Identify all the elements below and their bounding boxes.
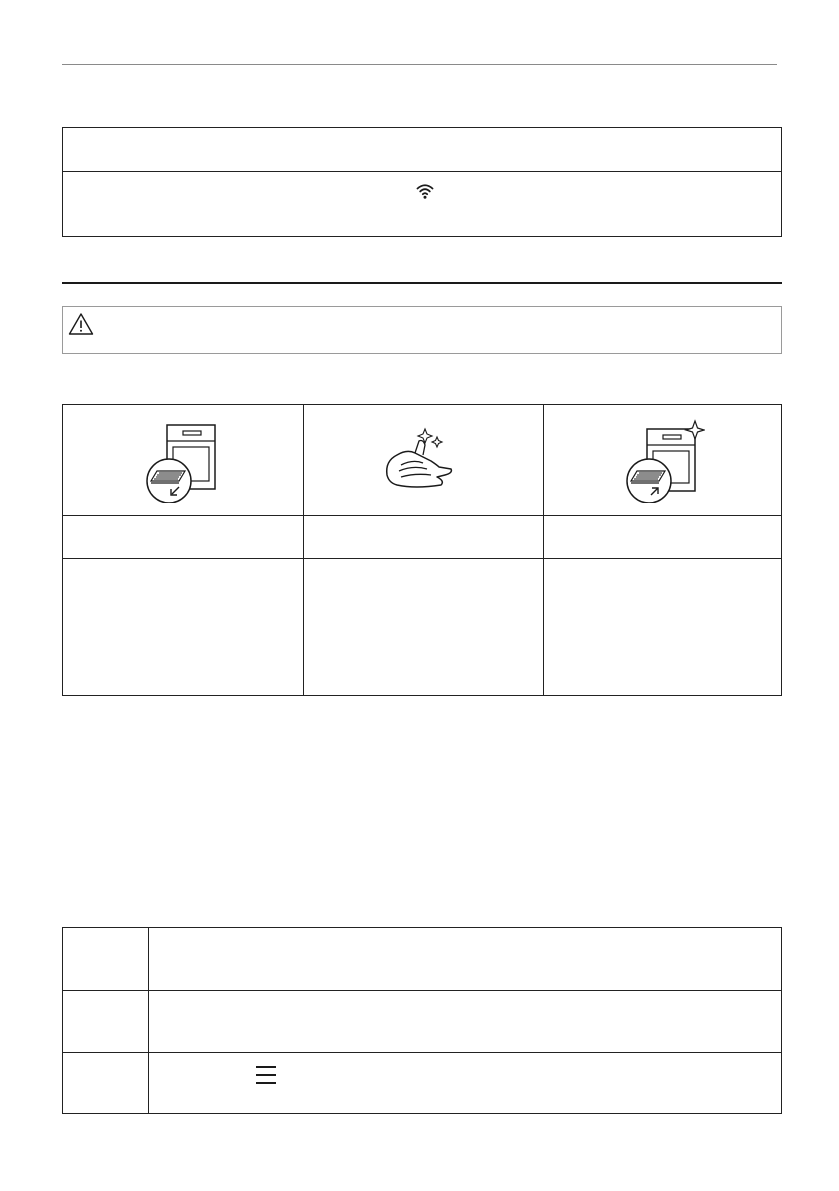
menu-steps-table	[62, 927, 782, 1114]
row-divider	[63, 515, 781, 516]
hand-cloth-cleaning-icon	[375, 419, 465, 503]
connectivity-table	[62, 127, 782, 237]
section-rule	[62, 282, 782, 284]
row-divider	[63, 558, 781, 559]
table-row	[63, 128, 781, 172]
row-divider	[63, 1052, 781, 1053]
oven-insert-rack-icon	[615, 419, 705, 503]
warning-box	[62, 306, 782, 354]
header-rule	[62, 64, 777, 65]
row-divider	[63, 990, 781, 991]
column-divider	[543, 405, 544, 695]
table-row	[63, 171, 781, 237]
menu-icon	[255, 1065, 277, 1085]
warning-triangle-icon	[68, 312, 94, 336]
column-divider	[303, 405, 304, 695]
wifi-icon	[416, 183, 434, 199]
steps-table	[62, 404, 782, 696]
oven-remove-rack-icon	[135, 419, 225, 503]
column-divider	[148, 928, 149, 1113]
